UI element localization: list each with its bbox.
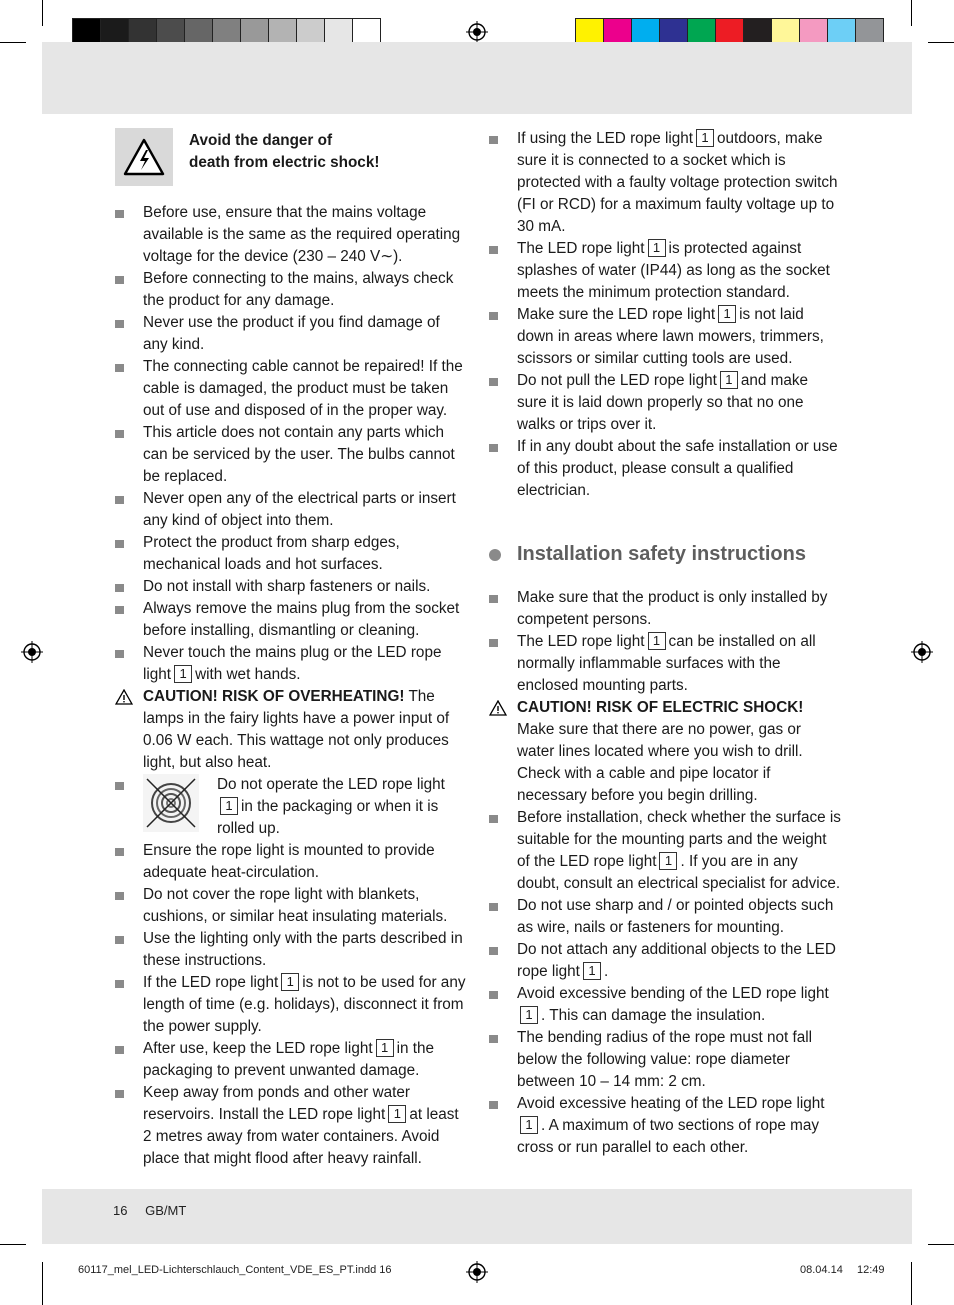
- item-text: The bending radius of the rope must not fall below the following value: rope diameter between 10 – 14 mm: 2 cm.: [517, 1029, 813, 1090]
- part-number-ref: 1: [376, 1039, 394, 1057]
- item-text: The LED rope light: [517, 240, 645, 257]
- item-text: If the LED rope light: [143, 974, 279, 991]
- registration-mark-icon: [21, 641, 43, 663]
- caution-triangle-icon: [115, 689, 133, 705]
- item-text: with wet hands.: [195, 666, 301, 683]
- item-text: Never open any of the electrical parts or insert any kind of object into them.: [143, 490, 456, 529]
- item-text: Never touch the mains plug or the LED rope light: [143, 644, 442, 683]
- list-item: [489, 436, 841, 502]
- part-number-ref: 1: [520, 1006, 538, 1024]
- item-text: Before installation, check whether the surface is suitable for the mounting parts and the weight of the LED rope light: [517, 809, 841, 870]
- item-text: This article does not contain any parts which can be serviced by the user. The bulbs cannot be replaced.: [143, 424, 455, 485]
- part-number-ref: 1: [220, 797, 238, 815]
- high-voltage-warning-icon: [115, 128, 173, 186]
- list-item: [115, 488, 467, 532]
- item-text: If in any doubt about the safe installation or use of this product, please consult a qualified electrician.: [517, 438, 838, 499]
- item-text: If using the LED rope light: [517, 130, 694, 147]
- item-text: Do not use sharp and / or pointed objects such as wire, nails or fasteners for mounting.: [517, 897, 834, 936]
- crop-mark: [928, 42, 954, 43]
- item-text: Do not attach any additional objects to the LED rope light: [517, 941, 836, 980]
- part-number-ref: 1: [648, 239, 666, 257]
- list-item: [489, 631, 841, 697]
- list-item: [115, 202, 467, 268]
- part-number-ref: 1: [648, 632, 666, 650]
- item-text: can be installed on all normally inflammable surfaces with the enclosed mounting parts.: [517, 633, 816, 694]
- list-item: [115, 884, 467, 928]
- caution-heading: CAUTION! RISK OF OVERHEATING!: [143, 688, 405, 705]
- crop-mark: [42, 1262, 43, 1305]
- item-text: Do not operate the LED rope light: [217, 776, 445, 793]
- list-item: [115, 774, 467, 840]
- item-text: Do not cover the rope light with blankets, cushions, or similar heat insulating materials.: [143, 886, 448, 925]
- part-number-ref: 1: [281, 973, 299, 991]
- installation-instruction-list: [489, 587, 841, 1159]
- item-text: Never use the product if you find damage of any kind.: [143, 314, 440, 353]
- danger-title: Avoid the danger of death from electric shock!: [189, 132, 380, 171]
- part-number-ref: 1: [718, 305, 736, 323]
- list-item: [115, 928, 467, 972]
- caution-heading: CAUTION! RISK OF ELECTRIC SHOCK!: [517, 699, 804, 716]
- item-text: .: [603, 963, 609, 980]
- item-text: Make sure the LED rope light: [517, 306, 716, 323]
- item-text: Always remove the mains plug from the socket before installing, dismantling or cleaning.: [143, 600, 460, 639]
- page-number: 16: [113, 1203, 128, 1218]
- part-number-ref: 1: [388, 1105, 406, 1123]
- item-text: is not to be used for any length of time (e.g. holidays), disconnect it from the power supply.: [143, 974, 466, 1035]
- crop-mark: [0, 42, 26, 43]
- list-item: [115, 642, 467, 686]
- crop-mark: [928, 1244, 954, 1245]
- item-text: in the packaging to prevent unwanted damage.: [143, 1040, 435, 1079]
- list-item-text: [217, 774, 467, 840]
- list-item: [489, 370, 841, 436]
- list-item: [489, 1093, 841, 1159]
- no-coiled-rope-light-icon: [143, 774, 199, 832]
- list-item: [115, 576, 467, 598]
- item-text: After use, keep the LED rope light: [143, 1040, 373, 1057]
- registration-mark-icon: [911, 641, 933, 663]
- slug-date: 08.04.14: [800, 1264, 843, 1276]
- page-footer: [113, 1203, 200, 1218]
- list-item: [115, 312, 467, 356]
- list-item: [115, 532, 467, 576]
- header-band: [42, 42, 912, 114]
- right-column: [489, 128, 841, 1159]
- list-item: [115, 1038, 467, 1082]
- slug-time: 12:49: [857, 1264, 885, 1276]
- caution-item: [115, 686, 467, 774]
- list-item: [115, 1082, 467, 1170]
- list-item: [489, 304, 841, 370]
- list-item: [115, 840, 467, 884]
- left-column: [115, 128, 467, 1170]
- list-item: [489, 587, 841, 631]
- item-text: Before use, ensure that the mains voltage available is the same as the required operating voltage for the device (230 – 240 V∼).: [143, 204, 461, 265]
- item-text: Keep away from ponds and other water reservoirs. Install the LED rope light: [143, 1084, 411, 1123]
- item-text: Do not install with sharp fasteners or nails.: [143, 578, 431, 595]
- list-item: [115, 356, 467, 422]
- crop-mark: [911, 1262, 912, 1305]
- part-number-ref: 1: [174, 665, 192, 683]
- item-text: . This can damage the insulation.: [541, 1007, 766, 1024]
- list-item: [115, 268, 467, 312]
- item-text: and make sure it is laid down properly so that no one walks or trips over it.: [517, 372, 809, 433]
- item-text: . A maximum of two sections of rope may cross or run parallel to each other.: [517, 1117, 820, 1156]
- item-text: Before connecting to the mains, always check the product for any damage.: [143, 270, 454, 309]
- item-text: is not laid down in areas where lawn mowers, trimmers, scissors or similar cutting tools are used.: [517, 306, 824, 367]
- item-text: outdoors, make sure it is connected to a socket which is protected with a faulty voltage protection switch (FI or RCD) for a maximum faulty voltage up to 30 mA.: [517, 130, 838, 235]
- section-title: Installation safety instructions: [489, 542, 841, 566]
- part-number-ref: 1: [583, 962, 601, 980]
- slug-filename: 60117_mel_LED-Lichterschlauch_Content_VDE_ES_PT.indd 16: [78, 1264, 392, 1276]
- caution-triangle-icon: [489, 700, 507, 716]
- item-text: at least 2 metres away from water containers. Avoid place that might flood after heavy rainfall.: [143, 1106, 459, 1167]
- right-instruction-list: [489, 128, 841, 502]
- caution-text: The lamps in the fairy lights have a power input of 0.06 W each. This wattage not only produces light, but also heat.: [143, 688, 450, 771]
- item-text: Avoid excessive heating of the LED rope light: [517, 1095, 825, 1112]
- list-item: [115, 598, 467, 642]
- locale-code: GB/MT: [145, 1203, 187, 1218]
- item-text: Avoid excessive bending of the LED rope light: [517, 985, 829, 1002]
- left-instruction-list: [115, 202, 467, 1170]
- part-number-ref: 1: [720, 371, 738, 389]
- crop-mark: [0, 1244, 26, 1245]
- part-number-ref: 1: [696, 129, 714, 147]
- item-text: Use the lighting only with the parts described in these instructions.: [143, 930, 463, 969]
- list-item: [489, 939, 841, 983]
- list-item: [489, 807, 841, 895]
- list-item: [115, 972, 467, 1038]
- item-text: The connecting cable cannot be repaired! If the cable is damaged, the product must be taken out of use and disposed of in the proper way.: [143, 358, 463, 419]
- caution-text: Make sure that there are no power, gas or water lines located where you wish to drill. Check with a cable and pipe locator if necessary before you begin drilling.: [517, 721, 803, 804]
- danger-warning-box: [115, 128, 467, 186]
- list-item: [489, 1027, 841, 1093]
- list-item: [489, 895, 841, 939]
- item-text: The LED rope light: [517, 633, 645, 650]
- part-number-ref: 1: [659, 852, 677, 870]
- registration-mark-icon: [466, 1261, 488, 1283]
- item-text: in the packaging or when it is rolled up.: [217, 798, 439, 837]
- list-item: [115, 422, 467, 488]
- list-item: [489, 983, 841, 1027]
- item-text: Ensure the rope light is mounted to provide adequate heat-circulation.: [143, 842, 435, 881]
- registration-mark-icon: [466, 21, 488, 43]
- item-text: . If you are in any doubt, consult an electrical specialist for advice.: [517, 853, 841, 892]
- item-text: is protected against splashes of water (IP44) as long as the socket meets the minimum protection standard.: [517, 240, 830, 301]
- part-number-ref: 1: [520, 1116, 538, 1134]
- item-text: Protect the product from sharp edges, mechanical loads and hot surfaces.: [143, 534, 400, 573]
- list-item: [489, 128, 841, 238]
- crop-mark: [42, 0, 43, 26]
- list-item: [489, 238, 841, 304]
- item-text: Make sure that the product is only installed by competent persons.: [517, 589, 828, 628]
- item-text: Do not pull the LED rope light: [517, 372, 717, 389]
- crop-mark: [911, 0, 912, 26]
- caution-item: [489, 697, 841, 807]
